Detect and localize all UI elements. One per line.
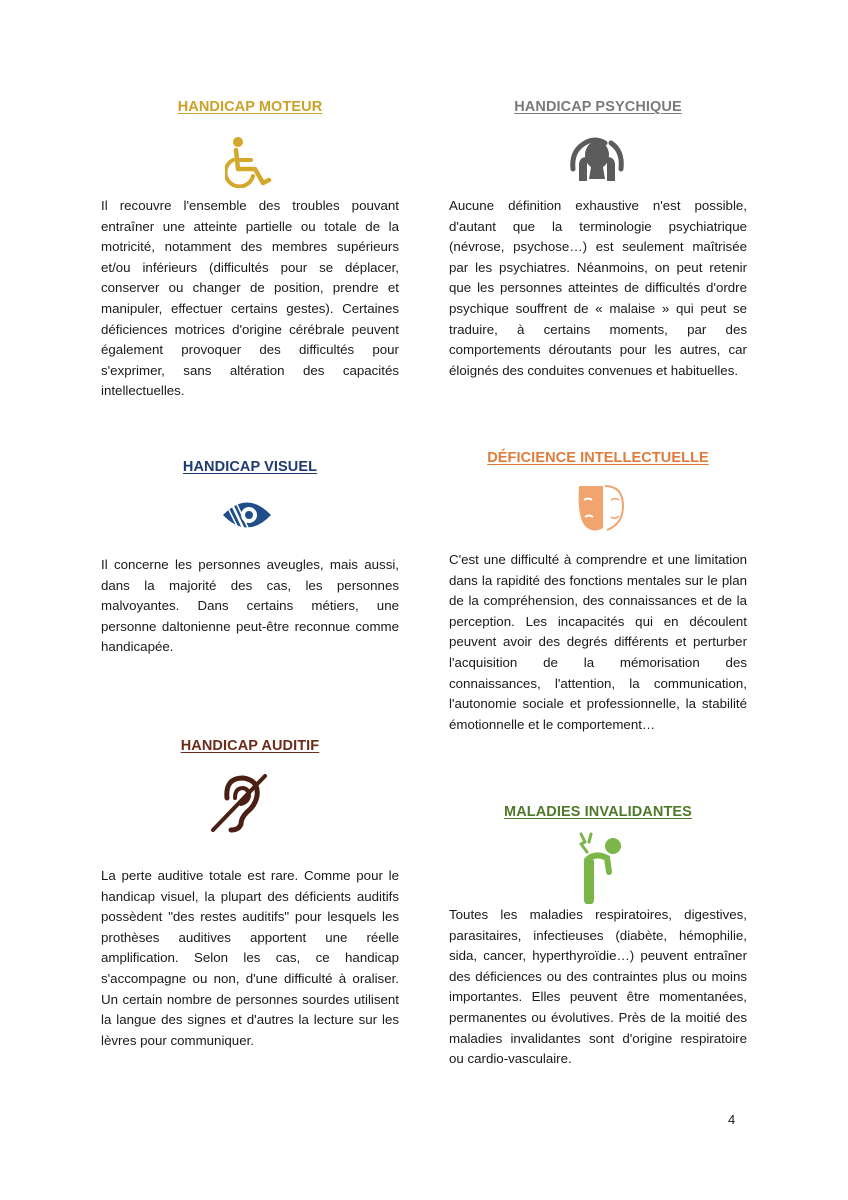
- section-title: HANDICAP AUDITIF: [180, 738, 320, 754]
- page-number: 4: [728, 1112, 736, 1127]
- section-title: HANDICAP PSYCHIQUE: [514, 99, 682, 115]
- section-text: La perte auditive totale est rare. Comme pour le handicap visuel, la plupart des déficients auditifs possèdent "des restes auditifs" pour lesquels les prothèses auditives apportent une réelle amplification. Selon les cas, ce handicap s'accompagne ou non, d'une difficulté à oraliser. Un certain nombre de personnes sourdes utilisent la langue des signes et d'autres la lecture sur les lèvres pour communiquer.: [101, 868, 399, 1048]
- section-text: Toutes les maladies respiratoires, digestives, parasitaires, infectieuses (diabète, hémophilie, sida, cancer, hyperthyroïdie…) peuvent entraîner des déficiences ou des contraintes plus ou moins importantes. Elles peuvent être momentanées, permanentes ou évolutives. Près de la moitié des maladies invalidantes sont d'origine respiratoire ou cardio-vasculaire.: [449, 907, 747, 1067]
- eye-icon: [219, 492, 275, 538]
- section-text: Aucune définition exhaustive n'est possible, d'autant que la terminologie psychiatrique (névrose, psychose…) est seulement maîtrisée par les psychiatres. Néanmoins, on peut retenir que les personnes atteintes de difficultés d'ordre psychique souffrent de « malaise » qui peut se traduire, à certains moments, par des comportements déroutants pour les autres, car éloignés des conduites convenues et habituelles.: [449, 198, 747, 378]
- section-title: HANDICAP MOTEUR: [177, 99, 323, 115]
- section-text: Il recouvre l'ensemble des troubles pouvant entraîner une atteinte partielle ou totale de la motricité, notamment des membres supérieurs et/ou inférieurs (difficultés pour se déplacer, conserver ou changer de position, prendre et manipuler, effectuer certains gestes). Certaines déficiences motrices d'origine cérébrale peuvent également provoquer des difficultés pour s'exprimer, sans altération des capacités intellectuelles.: [101, 198, 399, 399]
- face-icon: [575, 484, 627, 534]
- section-text: Il concerne les personnes aveugles, mais aussi, dans la majorité des cas, les personnes malvoyantes. Dans certains métiers, une personne daltonienne peut-être reconnue comme handicapée.: [101, 557, 399, 655]
- ear-icon: [207, 772, 271, 834]
- section-title: MALADIES INVALIDANTES: [504, 804, 692, 820]
- head-in-hands-icon: [567, 135, 627, 183]
- section-title: DÉFICIENCE INTELLECTUELLE: [487, 450, 709, 466]
- section-title: HANDICAP VISUEL: [182, 459, 318, 475]
- wheelchair-icon: [225, 136, 279, 188]
- section-text: C'est une difficulté à comprendre et une limitation dans la rapidité des fonctions mentales sur le plan de la compréhension, des connaissances et de la perception. Les incapacités qui en découlent peuvent avoir des degrés différents et perturber l'acquisition de la mémorisation des connaissances, l'attention, la communication, l'autonomie sociale et professionnelle, la stabilité émotionnelle et le comportement…: [449, 552, 747, 732]
- person-in-pain-icon: [575, 832, 627, 904]
